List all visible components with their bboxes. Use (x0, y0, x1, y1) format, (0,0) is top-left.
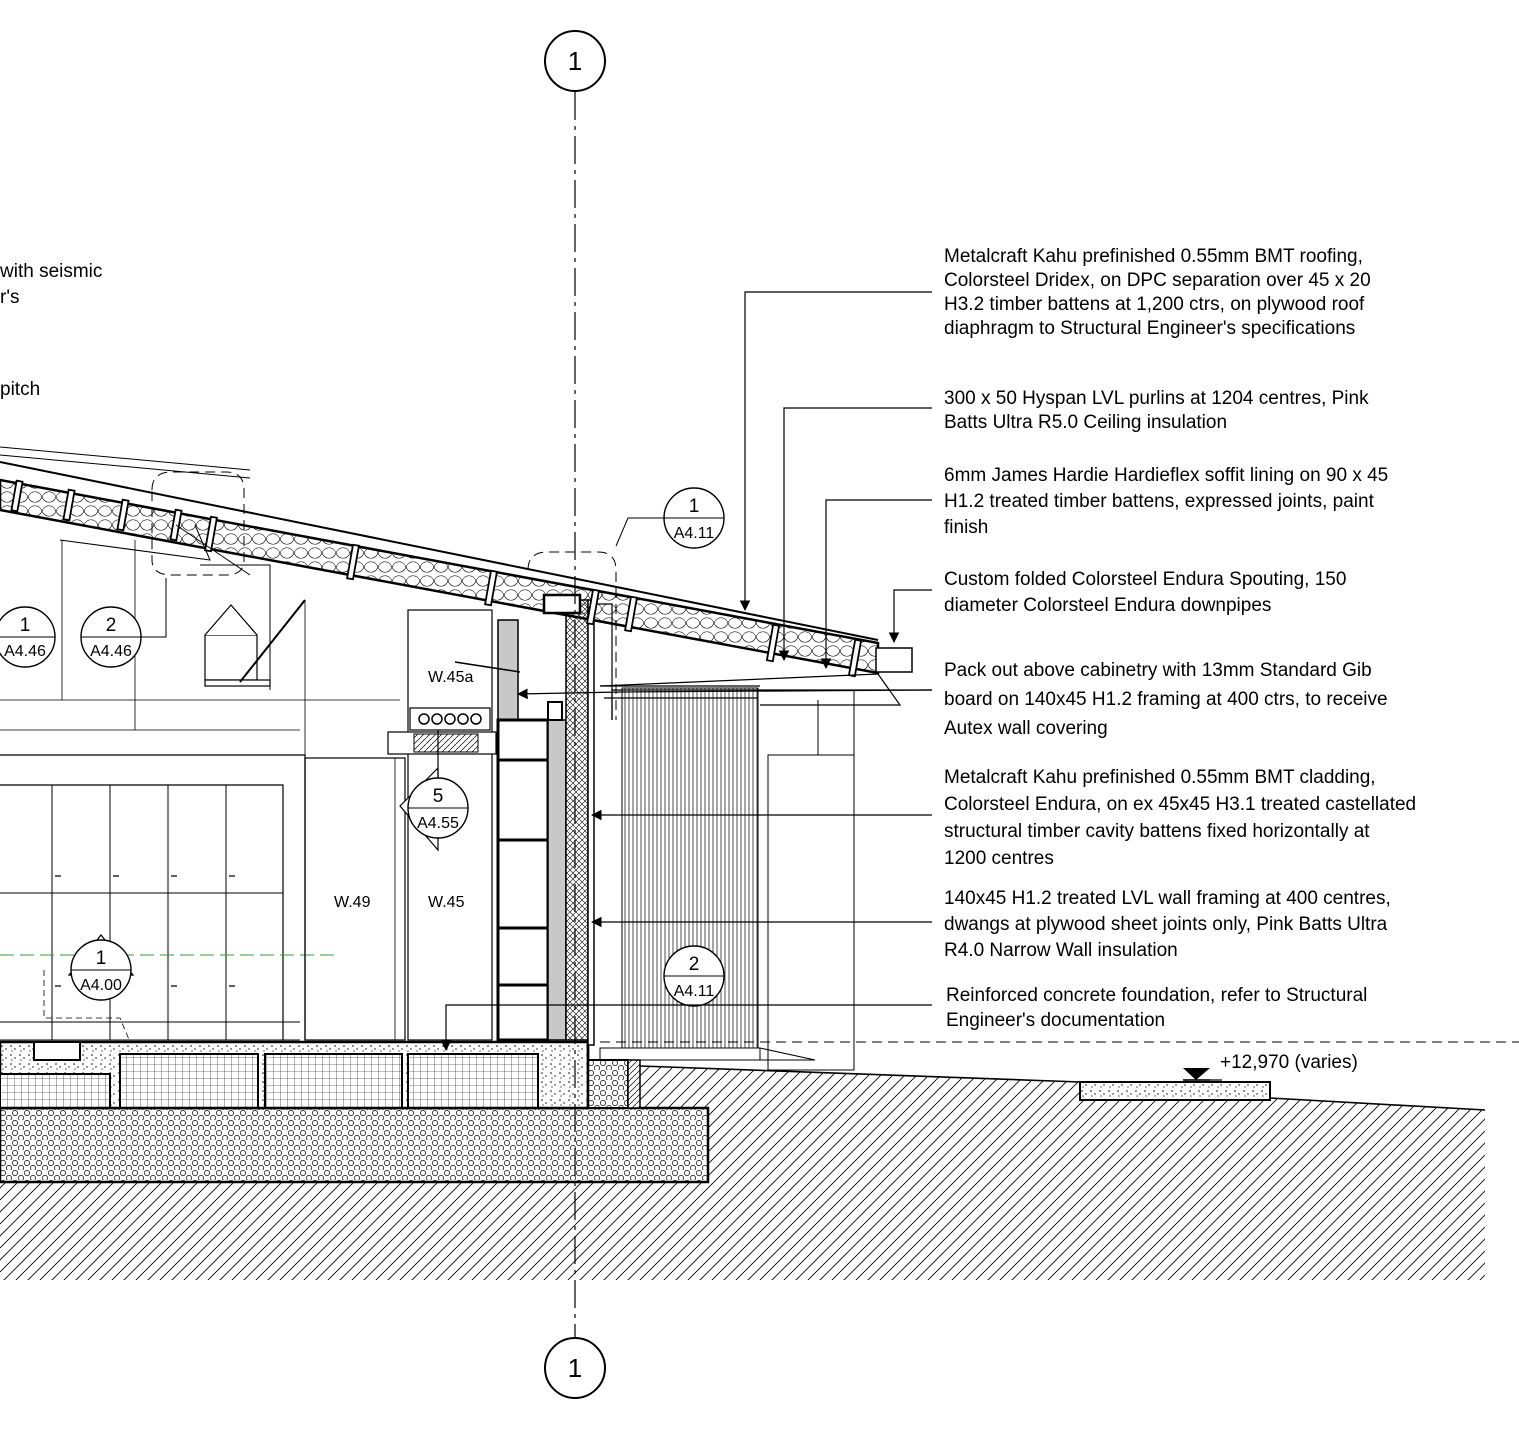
callout-reference: A4.00 (80, 977, 122, 994)
foundation (0, 1042, 640, 1108)
callout-number: 1 (19, 615, 31, 636)
callout-1-a4-11[interactable] (616, 488, 724, 548)
note-wall-framing: 140x45 H1.2 treated LVL wall framing at 400 centres, dwangs at plywood sheet joints only, Pink Batts Ultra R4.0 Narrow Wall insulation (944, 888, 1391, 961)
note-spouting: Custom folded Colorsteel Endura Spouting, 150 diameter Colorsteel Endura downpipes (944, 569, 1347, 616)
note-roofing: Metalcraft Kahu prefinished 0.55mm BMT roofing, Colorsteel Dridex, on DPC separation over 45 x 20 H3.2 timber battens at 1,200 ctrs, on plywood roof diaphragm to Structural Engineer's specifications (944, 246, 1371, 339)
level-marker (1183, 1068, 1210, 1080)
callout-number: 5 (432, 786, 444, 807)
note-foundation: Reinforced concrete foundation, refer to Structural Engineer's documentation (946, 985, 1368, 1031)
callout-2-a4-11[interactable] (664, 946, 724, 1006)
roof (0, 447, 912, 705)
specification-notes (944, 246, 1421, 1031)
wall-tag-w45: W.45 (428, 894, 465, 911)
callout-number: 2 (688, 954, 700, 975)
callout-1-a4-46[interactable] (0, 607, 55, 667)
callout-reference: A4.46 (90, 643, 132, 660)
wall-tag-w45a: W.45a (428, 669, 474, 686)
left-fragment-2: r's (0, 287, 20, 308)
callout-1-a4-00[interactable] (69, 935, 133, 1000)
left-fragment-3: pitch (0, 379, 41, 400)
path-slab (1080, 1082, 1270, 1100)
callout-reference: A4.46 (4, 643, 46, 660)
wall-tag-w49: W.49 (334, 894, 371, 911)
gravel-bed (0, 1108, 708, 1182)
note-soffit: 6mm James Hardie Hardieflex soffit lining on 90 x 45 H1.2 treated timber battens, expressed joints, paint finish (944, 465, 1389, 538)
callout-number: 1 (95, 948, 107, 969)
callout-reference: A4.55 (417, 815, 459, 832)
callout-2-a4-46[interactable] (81, 578, 166, 667)
callout-reference: A4.11 (673, 525, 715, 542)
grid-label-top: 1 (567, 46, 583, 76)
grid-label-bottom: 1 (567, 1353, 583, 1383)
callout-number: 1 (688, 496, 700, 517)
callout-reference: A4.11 (673, 983, 715, 1000)
left-fragment-1: with seismic (0, 261, 103, 282)
note-pack-out: Pack out above cabinetry with 13mm Standard Gib board on 140x45 H1.2 framing at 400 ctrs, to receive Autex wall covering (944, 660, 1388, 739)
left-note-fragments (0, 261, 102, 400)
level-annotation: +12,970 (varies) (1220, 1052, 1358, 1073)
note-purlins: 300 x 50 Hyspan LVL purlins at 1204 centres, Pink Batts Ultra R5.0 Ceiling insulation (944, 388, 1369, 433)
callout-number: 2 (105, 615, 117, 636)
note-cladding: Metalcraft Kahu prefinished 0.55mm BMT cladding, Colorsteel Endura, on ex 45x45 H3.1 treated castellated structural timber cavity battens fixed horizontally at 1200 centres (944, 767, 1417, 869)
